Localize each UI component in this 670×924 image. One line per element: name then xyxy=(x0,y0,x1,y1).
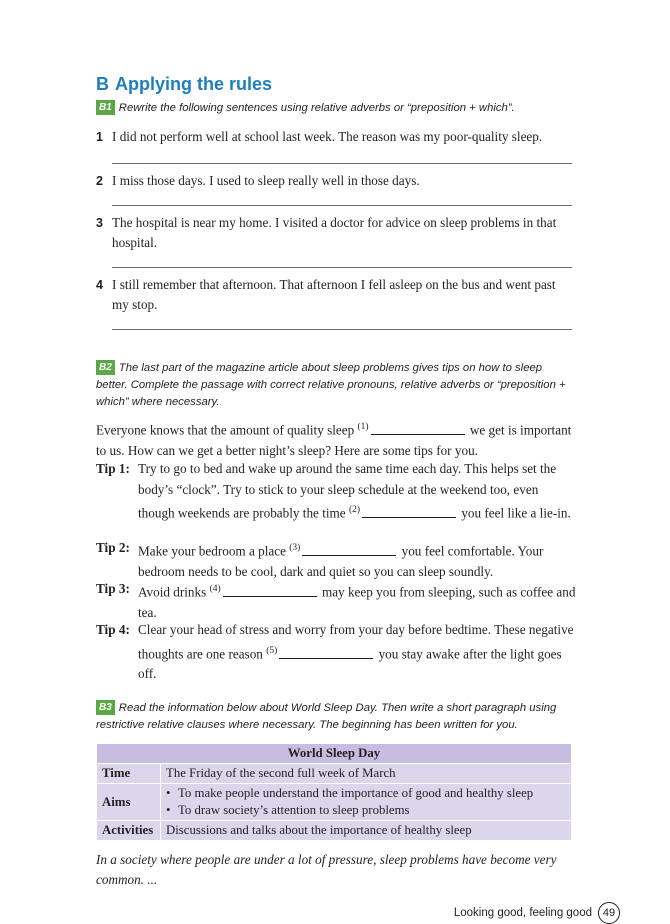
aims-value xyxy=(161,784,572,821)
world-sleep-day-table xyxy=(96,743,572,841)
blank-number: (2) xyxy=(348,505,361,515)
b3-instruction-text: Read the information below about World Sleep Day. Then write a short paragraph using restrictive relative clauses where necessary. The beginning has been written for you. xyxy=(96,702,557,731)
tip-text-part: Avoid drinks xyxy=(138,584,207,600)
tip-text xyxy=(96,538,576,582)
tip-4 xyxy=(96,620,576,685)
tip-3 xyxy=(96,579,576,623)
tip-text-part: may keep you from sleeping, such as coffee and tea. xyxy=(138,584,576,620)
b1-tag: B1 xyxy=(96,100,115,115)
tip-label: Tip 2: xyxy=(96,540,130,555)
answer-line-1[interactable] xyxy=(112,163,572,164)
section-title: Applying the rules xyxy=(115,74,273,94)
tip-2 xyxy=(96,538,576,582)
blank-input-3[interactable] xyxy=(302,544,396,556)
b2-tag: B2 xyxy=(96,360,115,375)
tip-text-part: you feel comfortable. Your bedroom needs to be cool, dark and quiet so you can sleep soundly. xyxy=(138,543,544,579)
answer-line-2[interactable] xyxy=(112,205,572,206)
question-number: 2 xyxy=(96,174,103,188)
paragraph-beginning: In a society where people are under a lot of pressure, sleep problems have become very common. ... xyxy=(96,852,557,887)
question-4 xyxy=(96,275,574,315)
section-letter: B xyxy=(96,74,109,94)
tip-text-part: Clear your head of stress and worry from your day before bedtime. These negative thoughts are one reason xyxy=(138,622,574,661)
aims-label: Aims xyxy=(97,784,161,821)
blank-input-4[interactable] xyxy=(223,585,317,597)
tip-text-part: you stay awake after the light goes off. xyxy=(138,645,562,682)
b2-intro-paragraph xyxy=(96,417,574,461)
unit-title: Looking good, feeling good xyxy=(453,907,592,919)
blank-input-5[interactable] xyxy=(279,647,373,659)
b3-tag: B3 xyxy=(96,700,115,715)
tip-label: Tip 3: xyxy=(96,581,130,596)
question-1 xyxy=(96,127,574,147)
tip-1 xyxy=(96,459,576,524)
activities-label: Activities xyxy=(97,821,161,841)
question-text: I miss those days. I used to sleep really well in those days. xyxy=(112,173,420,188)
answer-line-3[interactable] xyxy=(112,267,572,268)
blank-input-1[interactable] xyxy=(371,423,465,435)
tip-label: Tip 4: xyxy=(96,622,130,637)
b3-instruction xyxy=(96,700,574,734)
tip-text-part: Try to go to bed and wake up around the same time each day. This helps set the body’s “clock”. Try to stick to your sleep schedule at the weekend too, even though weekends are probably the time xyxy=(138,461,557,521)
b1-instruction-text: Rewrite the following sentences using relative adverbs or “preposition + which”. xyxy=(118,102,515,114)
page-footer xyxy=(454,902,620,924)
blank-number: (3) xyxy=(289,543,301,553)
question-3 xyxy=(96,213,574,253)
question-number: 4 xyxy=(96,278,103,292)
blank-number: (1) xyxy=(357,422,369,432)
section-heading xyxy=(96,74,272,95)
activities-value: Discussions and talks about the importance of healthy sleep xyxy=(161,821,572,841)
question-text: I still remember that afternoon. That afternoon I fell asleep on the bus and went past my stop. xyxy=(112,277,556,312)
question-text: I did not perform well at school last week. The reason was my poor-quality sleep. xyxy=(112,129,543,144)
question-2 xyxy=(96,171,574,191)
question-number: 3 xyxy=(96,216,103,230)
b1-instruction xyxy=(96,100,574,117)
tip-text xyxy=(96,459,576,524)
intro-text: we get is important to us. How can we get a better night’s sleep? Here are some tips for you. xyxy=(96,422,572,458)
blank-input-2[interactable] xyxy=(362,506,456,518)
b2-instruction xyxy=(96,360,574,411)
tip-text-part: Make your bedroom a place xyxy=(138,543,286,559)
aim-item: • To draw society’s attention to sleep problems xyxy=(166,802,566,819)
blank-number: (4) xyxy=(209,584,221,594)
table-title: World Sleep Day xyxy=(97,744,572,764)
page-number: 49 xyxy=(598,902,620,924)
tip-text xyxy=(96,579,576,623)
time-label: Time xyxy=(97,764,161,784)
tip-text xyxy=(96,620,576,685)
time-value: The Friday of the second full week of March xyxy=(161,764,572,784)
question-number: 1 xyxy=(96,130,103,144)
aim-item: • To make people understand the importance of good and healthy sleep xyxy=(166,785,566,802)
intro-text: Everyone knows that the amount of quality sleep xyxy=(96,422,355,438)
b2-instruction-text: The last part of the magazine article about sleep problems gives tips on how to sleep better. Complete the passage with correct relative pronouns, relative adverbs or “preposition + which” where necessary. xyxy=(96,362,566,408)
tip-text-part: you feel like a lie-in. xyxy=(461,505,571,521)
blank-number: (5) xyxy=(266,645,278,656)
tip-label: Tip 1: xyxy=(96,461,130,476)
question-text: The hospital is near my home. I visited a doctor for advice on sleep problems in that hospital. xyxy=(112,215,557,250)
answer-line-4[interactable] xyxy=(112,329,572,330)
